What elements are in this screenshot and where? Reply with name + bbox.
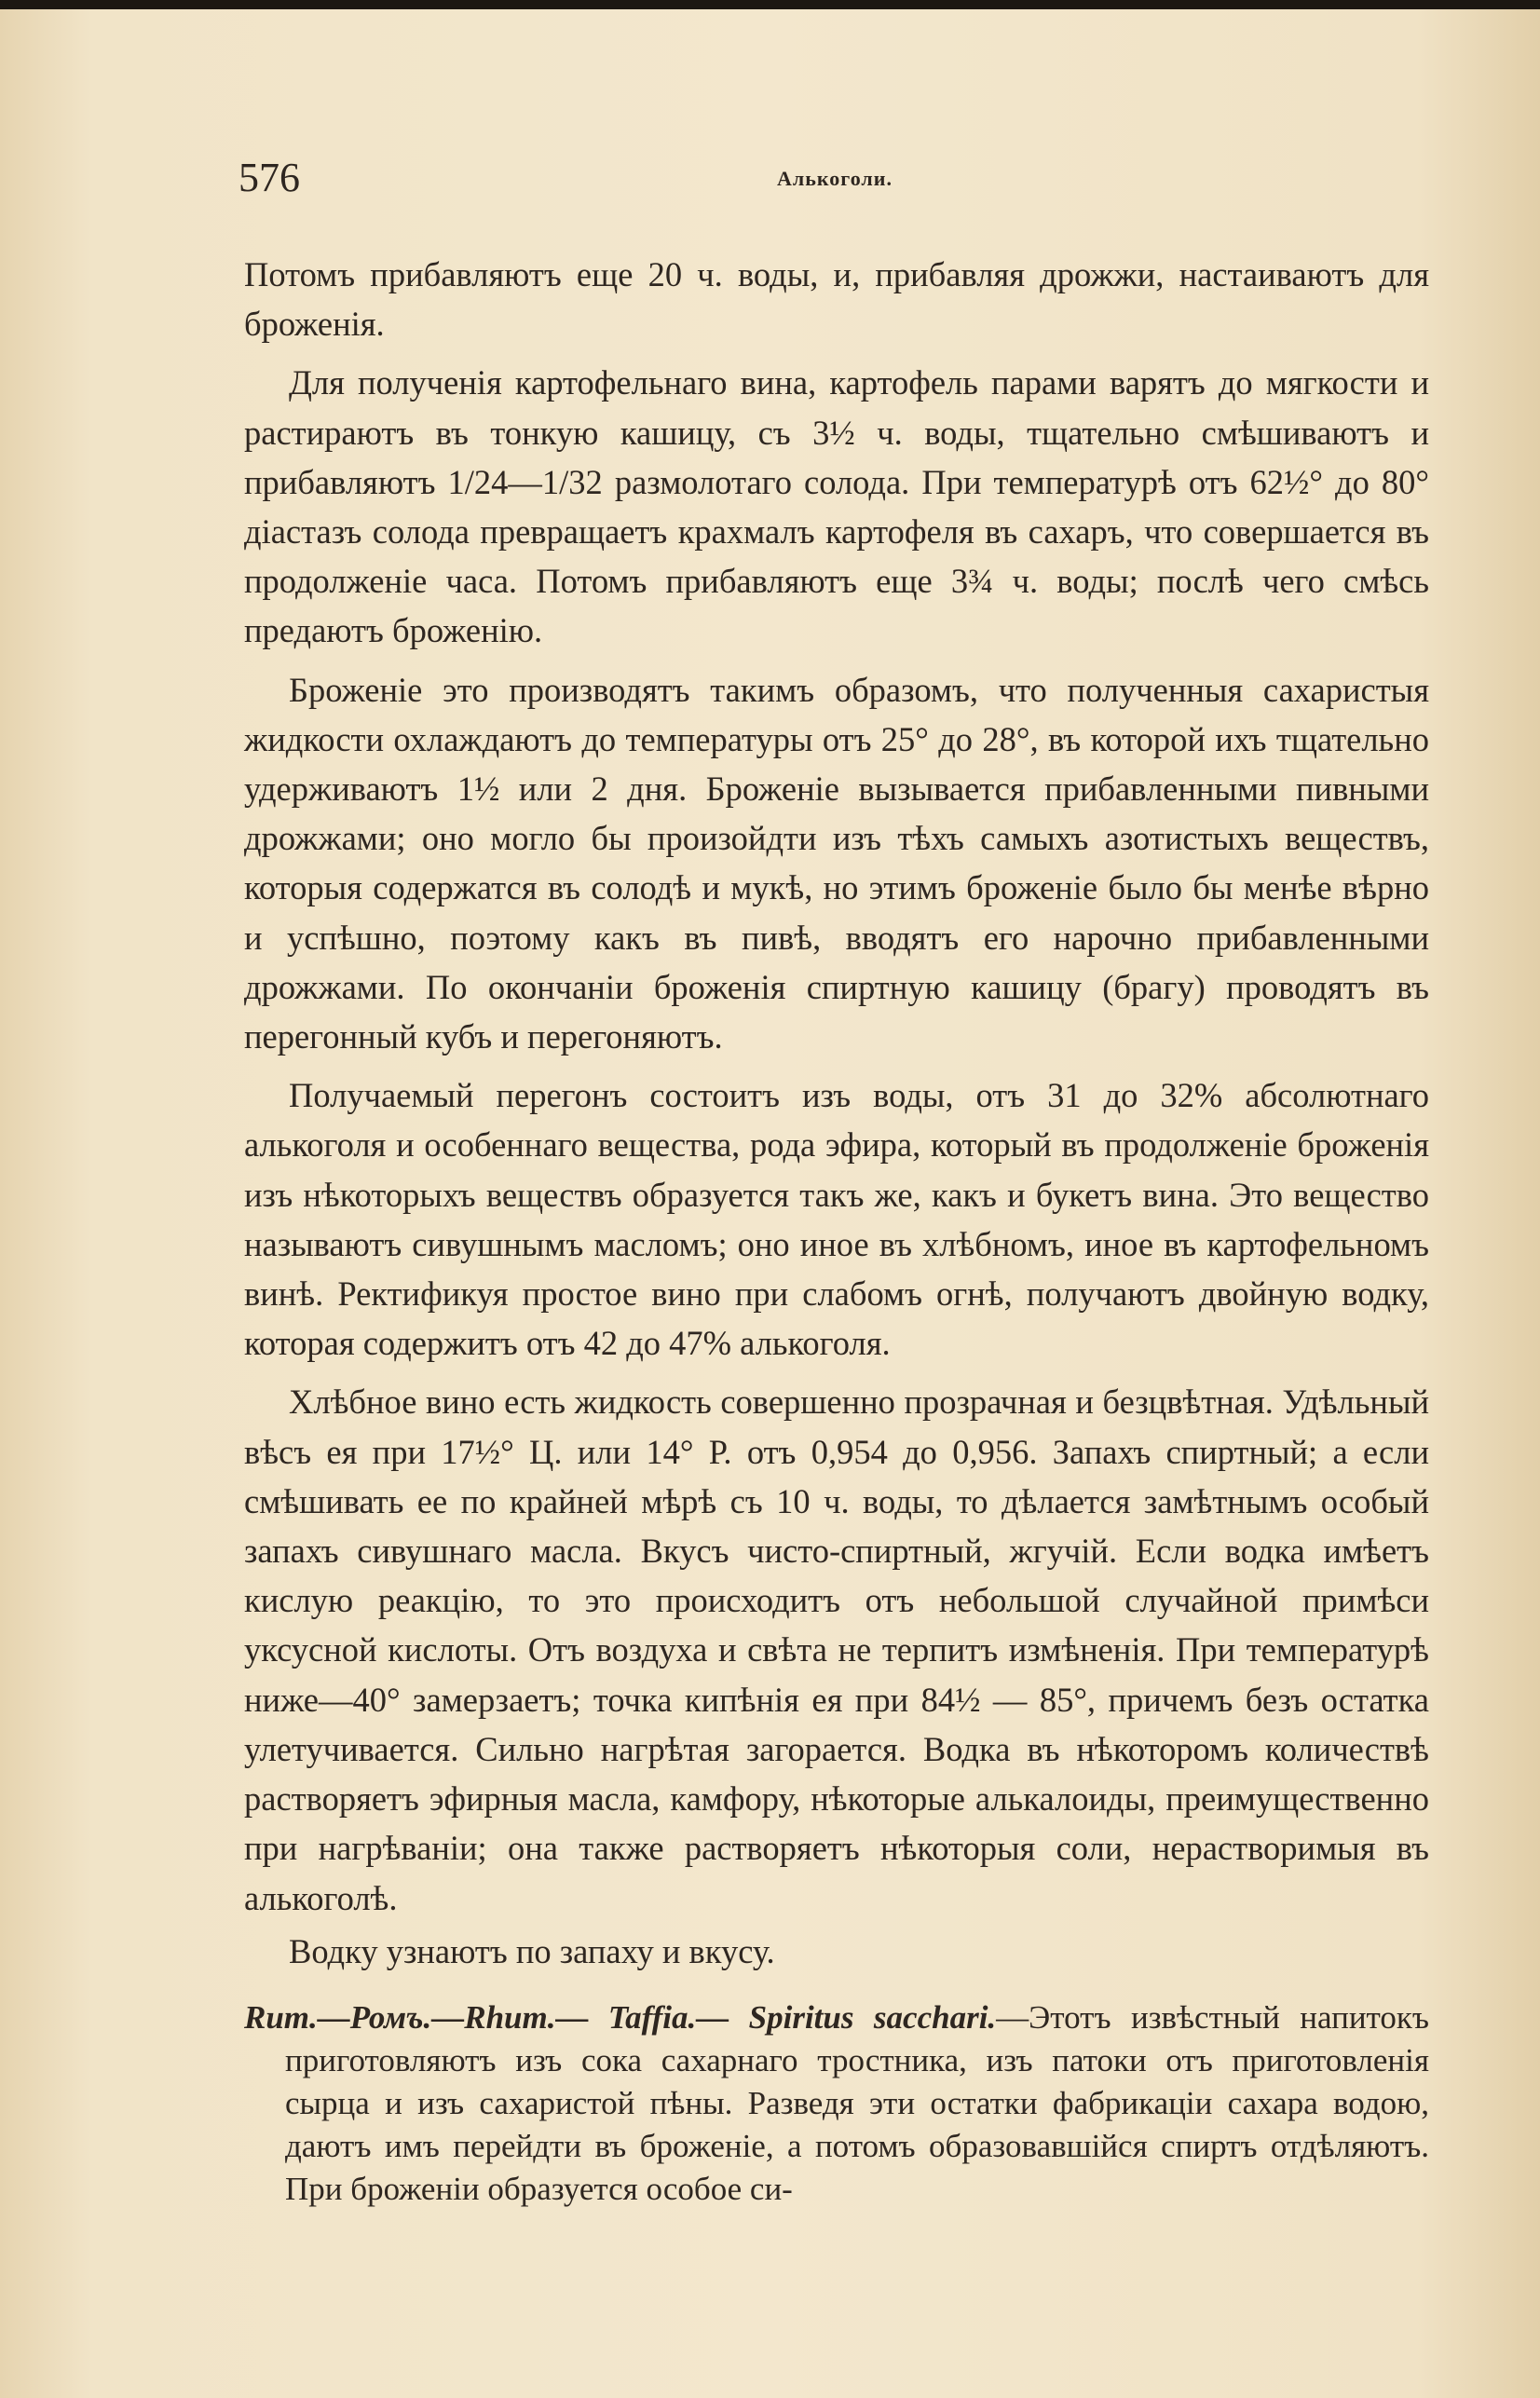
running-title: Алькоголи.	[777, 167, 893, 190]
page-header	[238, 154, 1431, 210]
paragraph-recognition: Водку узнаютъ по запаху и вкусу.	[289, 1931, 775, 1970]
entry-rum-term: Rum.—Ромъ.—Rhum.— Taffia.— Spiritus sacchari.	[244, 1998, 997, 2036]
paragraph-fermentation: Броженіе это производятъ такимъ образомъ, что полученныя сахаристыя жидкости охлаждаютъ до температуры отъ 25° до 28°, въ которой ихъ тщательно удерживаютъ 1½ или 2 дня. Броженіе вызывается прибавленными пивными дрожжами; оно могло бы произойдти изъ тѣхъ самыхъ азотистыхъ веществъ, которыя содержатся въ солодѣ и мукѣ, но этимъ броженіе было бы менѣе вѣрно и успѣшно, поэтому какъ въ пивѣ, вводятъ его нарочно прибавленными дрожжами. По окончаніи броженія спиртную кашицу (брагу) проводятъ въ перегонный кубъ и перегоняютъ.	[244, 670, 1429, 1056]
entry-rum	[244, 1996, 1429, 2211]
paragraph-continuation: Потомъ прибавляютъ еще 20 ч. воды, и, прибавляя дрожжи, настаиваютъ для броженія.	[244, 255, 1429, 344]
paragraph-distillate: Получаемый перегонъ состоитъ изъ воды, отъ 31 до 32% абсолютнаго алькоголя и особеннаго вещества, рода эфира, который въ продолженіе броженія изъ нѣкоторыхъ веществъ образуется такъ же, какъ и букетъ вина. Это вещество называютъ сивушнымъ масломъ; оно иное въ хлѣбномъ, иное въ картофельномъ винѣ. Ректификуя простое вино при слабомъ огнѣ, получаютъ двойную водку, которая содержитъ отъ 42 до 47% алькоголя.	[244, 1076, 1429, 1363]
paragraph-potato-wine: Для полученія картофельнаго вина, картофель парами варятъ до мягкости и растираютъ въ тонкую кашицу, съ 3½ ч. воды, тщательно смѣшиваютъ и прибавляютъ 1/24—1/32 размолотаго солода. При температурѣ отъ 62½° до 80° діастазъ солода превращаетъ крахмалъ картофеля въ сахаръ, что совершается въ продолженіе часа. Потомъ прибавляютъ еще 3¾ ч. воды; послѣ чего смѣсь предаютъ броженію.	[244, 363, 1429, 650]
page-top-edge	[0, 0, 1540, 9]
page-number: 576	[238, 155, 300, 200]
paragraph-grain-spirit: Хлѣбное вино есть жидкость совершенно прозрачная и безцвѣтная. Удѣльный вѣсъ ея при 17½° Ц. или 14° Р. отъ 0,954 до 0,956. Запахъ спиртный; а если смѣшивать ее по крайней мѣрѣ съ 10 ч. воды, то дѣлается замѣтнымъ особый запахъ сивушнаго масла. Вкусъ чисто-спиртный, жгучій. Если водка имѣетъ кислую реакцію, то это происходитъ отъ небольшой случайной примѣси уксусной кислоты. Отъ воздуха и свѣта не терпитъ измѣненія. При температурѣ ниже—40° замерзаетъ; точка кипѣнія ея при 84½ — 85°, причемъ безъ остатка улетучивается. Сильно нагрѣтая загорается. Водка въ нѣкоторомъ количествѣ растворяетъ эфирныя масла, камфору, нѣкоторые алькалоиды, преимущественно при нагрѣваніи; она также растворяетъ нѣкоторыя соли, нерастворимыя въ алькоголѣ.	[244, 1383, 1429, 1917]
page-body	[244, 250, 1429, 2211]
entry-rum-text: —Этотъ извѣстный напитокъ приготовляютъ изъ сока сахарнаго тростника, изъ патоки отъ приготовленія сырца и изъ сахаристой пѣны. Разведя эти остатки фабрикаціи сахара водою, даютъ имъ перейдти въ броженіе, а потомъ образовавшійся спиртъ отдѣляютъ. При броженіи образуется особое си-	[285, 1998, 1429, 2207]
